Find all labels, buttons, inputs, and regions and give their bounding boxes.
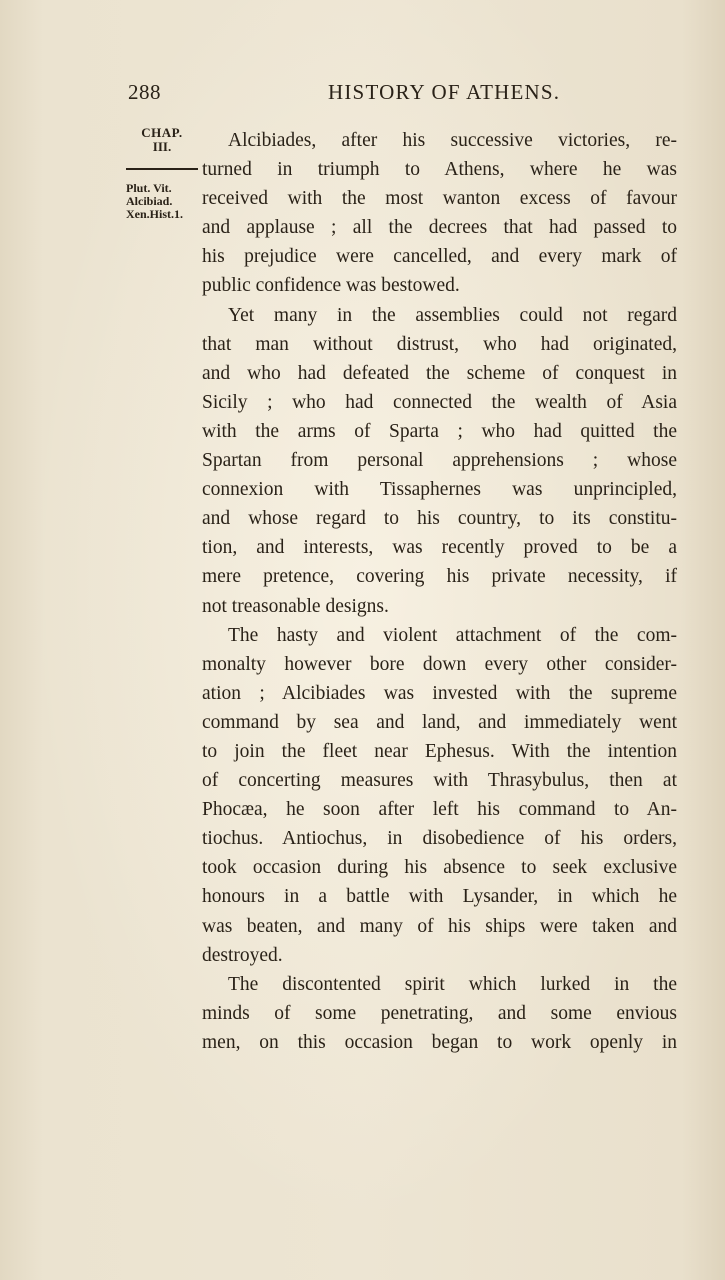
text-line: tiochus. Antiochus, in disobedience of his orders,	[202, 828, 677, 850]
text-line: mere pretence, covering his private necessity, if	[202, 566, 677, 588]
text-line: to join the fleet near Ephesus. With the intention	[202, 740, 677, 762]
text-line: received with the most wanton excess of favour	[202, 188, 677, 210]
text-line: ation ; Alcibiades was invested with the supreme	[202, 682, 677, 704]
body-text	[202, 126, 677, 1057]
margin-notes	[126, 126, 204, 221]
text-line: turned in triumph to Athens, where he was	[202, 159, 677, 181]
text-line: that man without distrust, who had originated,	[202, 333, 677, 355]
text-line: Yet many in the assemblies could not regard	[228, 304, 677, 326]
text-line: Spartan from personal apprehensions ; whose	[202, 450, 677, 472]
citation-xen-hist: Xen.Hist.1.	[126, 206, 183, 221]
text-line: Sicily ; who had connected the wealth of Asia	[202, 391, 677, 413]
text-line: his prejudice were cancelled, and every mark of	[202, 246, 677, 268]
chapter-number: III.	[152, 139, 172, 154]
text-line: connexion with Tissaphernes was unprincipled,	[202, 479, 677, 501]
text-line: monalty however bore down every other consider-	[202, 653, 677, 675]
text-line: was beaten, and many of his ships were taken and	[202, 915, 677, 937]
citation-alcibiad: Alcibiad.	[126, 193, 173, 208]
text-line: and applause ; all the decrees that had passed to	[202, 217, 677, 239]
text-line: minds of some penetrating, and some envious	[202, 1002, 677, 1024]
citation-plut-vit: Plut. Vit.	[126, 180, 172, 195]
text-line: of concerting measures with Thrasybulus, then at	[202, 770, 677, 792]
text-line: honours in a battle with Lysander, in which he	[202, 886, 677, 908]
page-header	[128, 80, 688, 110]
text-line: Phocæa, he soon after left his command to An-	[202, 799, 677, 821]
margin-rule	[126, 168, 198, 170]
text-line: The discontented spirit which lurked in the	[228, 973, 677, 995]
text-line: Alcibiades, after his successive victories, re-	[228, 130, 677, 151]
text-line: with the arms of Sparta ; who had quitted the	[202, 420, 677, 442]
text-line: men, on this occasion began to work openly in	[202, 1031, 677, 1053]
page-number: 288	[128, 80, 161, 104]
text-line: took occasion during his absence to seek exclusive	[202, 857, 677, 879]
text-line: and who had defeated the scheme of conquest in	[202, 362, 677, 384]
running-title: HISTORY OF ATHENS.	[328, 80, 561, 104]
text-line: and whose regard to his country, to its constitu-	[202, 508, 677, 530]
text-line: tion, and interests, was recently proved to be a	[202, 537, 677, 559]
text-line: command by sea and land, and immediately went	[202, 711, 677, 733]
text-line: The hasty and violent attachment of the com-	[228, 624, 677, 646]
text-line: not treasonable designs.	[202, 595, 389, 617]
text-line: public confidence was bestowed.	[202, 275, 460, 297]
text-line: destroyed.	[202, 944, 283, 966]
chapter-label: CHAP.	[141, 125, 183, 140]
